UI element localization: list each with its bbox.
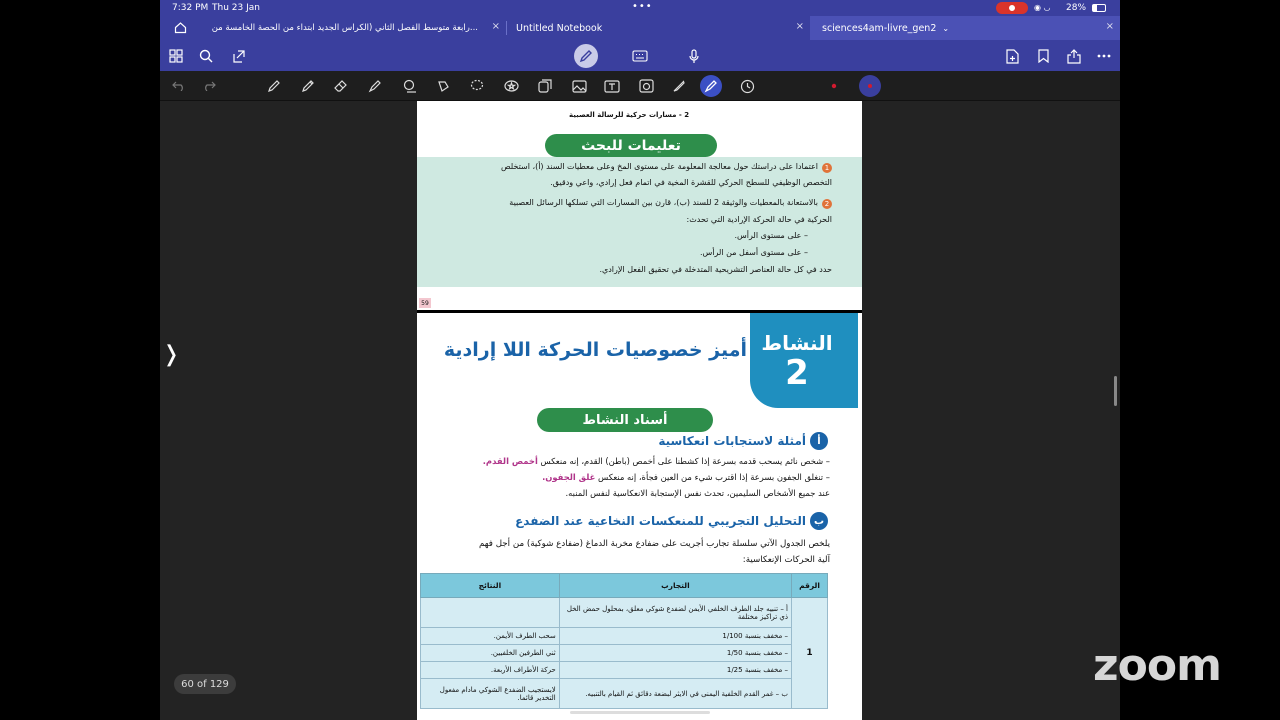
eraser-icon[interactable] xyxy=(332,77,350,95)
document-viewer[interactable] xyxy=(417,101,862,720)
text-line: التخصص الوظيفي للسطح الحركي للقشرة المخية في اتمام فعل إرادي، واعي ودقيق. xyxy=(550,178,832,187)
clock-icon[interactable] xyxy=(738,77,756,95)
table-cell: ثني الطرفين الخلفيين. xyxy=(421,645,560,662)
text-span: – شخص نائم يسحب قدمه بسرعة إذا كشطنا على أخمص (باطن) القدم، إنه منعكس xyxy=(540,456,830,466)
camera-icon[interactable] xyxy=(637,77,655,95)
tab-notebook-1[interactable] xyxy=(200,16,506,40)
wifi-icon: ◉ ◡ xyxy=(1034,3,1051,12)
tab-label: Untitled Notebook xyxy=(516,22,603,34)
close-icon[interactable]: × xyxy=(491,21,500,32)
activity-label: النشاط xyxy=(761,331,833,355)
text-span: – تنغلق الجفون بسرعة إذا اقترب شيء من العين فجأة، إنه منعكس xyxy=(598,472,830,482)
table-cell: – مخفف بنسبة 1/25 xyxy=(559,662,791,679)
text-line: يلخص الجدول الآتي سلسلة تجارب أجريت على ضفادع مخربة الدماغ (ضفادع شوكية) من أجل فهم xyxy=(479,539,830,549)
column-header: الرقم xyxy=(792,574,828,598)
shapes-icon[interactable] xyxy=(400,77,418,95)
screen-record-indicator[interactable] xyxy=(996,2,1028,14)
text-line: – على مستوى الرأس. xyxy=(734,231,808,240)
pen-mode-icon[interactable] xyxy=(574,44,598,68)
lasso-icon[interactable] xyxy=(434,77,452,95)
text-line xyxy=(483,456,830,466)
tab-untitled-notebook[interactable] xyxy=(506,16,810,40)
status-time: 7:32 PM xyxy=(172,3,209,13)
status-bar xyxy=(160,0,1120,16)
chevron-down-icon[interactable]: ⌄ xyxy=(942,23,950,33)
table-cell: حركة الأطراف الأربعة. xyxy=(421,662,560,679)
sticker-icon[interactable] xyxy=(502,77,520,95)
laser-pointer-icon[interactable] xyxy=(670,77,688,95)
status-date: Thu 23 Jan xyxy=(212,3,260,13)
more-icon[interactable] xyxy=(1094,46,1114,66)
table-header-row xyxy=(421,574,828,598)
scrollbar[interactable] xyxy=(1114,376,1117,406)
table-row xyxy=(421,628,828,645)
page-title: أميز خصوصيات الحركة اللا إرادية xyxy=(443,339,747,361)
section-badge-a: أ xyxy=(810,432,828,450)
text-box-icon[interactable] xyxy=(603,77,621,95)
table-row xyxy=(421,645,828,662)
page-counter: 60 of 129 xyxy=(174,674,236,694)
table-row xyxy=(421,679,828,709)
subsection-title: التحليل التجريبي للمنعكسات النخاعية عند الضفدع xyxy=(515,514,806,528)
drawing-toolbar xyxy=(160,71,1120,101)
home-icon[interactable] xyxy=(174,21,187,37)
text-line: حدد في كل حالة العناصر التشريحية المتدخلة في تحقيق الفعل الإرادي. xyxy=(599,265,832,274)
red-color-swatch[interactable] xyxy=(825,77,843,95)
instructions-box xyxy=(417,157,862,287)
keyboard-icon[interactable] xyxy=(630,46,650,66)
tab-label: رابعة متوسط الفصل الثاني (الكراس الجديد ابتداء من الحصة الخامسة من... xyxy=(211,23,478,33)
element-icon[interactable] xyxy=(536,77,554,95)
text-line: عند جميع الأشخاص السليمين، تحدث نفس الإستجابة الانعكاسية لنفس المنبه. xyxy=(565,488,830,498)
sidebar-toggle-chevron-icon[interactable]: ❭ xyxy=(162,342,181,367)
page-heading-line: 2 - مسارات حركية للرسالة العصبية xyxy=(569,111,690,119)
item-number-badge: 1 xyxy=(822,163,832,173)
text-line: آلية الحركات الإنعكاسية: xyxy=(742,555,830,565)
battery-icon xyxy=(1092,4,1106,12)
section-badge-b: ب xyxy=(810,512,828,530)
page-number: 59 xyxy=(419,298,431,308)
bookmark-icon[interactable] xyxy=(1033,46,1053,66)
activity-number: 2 xyxy=(785,353,809,393)
table-cell: لايستجيب الضفدع الشوكي مادام مفعول التخدير قائما. xyxy=(421,679,560,709)
highlighter-icon[interactable] xyxy=(366,77,384,95)
item-number-badge: 2 xyxy=(822,199,832,209)
experiments-table xyxy=(420,573,828,709)
table-cell xyxy=(421,598,560,628)
search-icon[interactable] xyxy=(196,46,216,66)
tab-sciences4am[interactable] xyxy=(810,16,1120,40)
text-line: الحركية في حالة الحركة الإرادية التي تحدث: xyxy=(686,215,832,224)
table-cell: سحب الطرف الأيمن. xyxy=(421,628,560,645)
multitask-dots[interactable]: ••• xyxy=(632,1,653,12)
share-icon[interactable] xyxy=(228,46,248,66)
text-line: بالاستعانة بالمعطيات والوثيقة 2 للسند (ب)، قارن بين المسارات التي تسلكها الرسائل العصبية xyxy=(509,198,818,207)
table-cell: – مخفف بنسبة 1/50 xyxy=(559,645,791,662)
row-number: 1 xyxy=(792,598,828,709)
image-icon[interactable] xyxy=(570,77,588,95)
document-page-59 xyxy=(417,101,862,310)
column-header: التجارب xyxy=(559,574,791,598)
redo-icon[interactable] xyxy=(200,77,218,95)
home-indicator[interactable] xyxy=(570,711,710,714)
table-cell: ب – غمر القدم الخلفية اليمنى في الايثر لبضعة دقائق ثم القيام بالتنبيه. xyxy=(559,679,791,709)
highlighted-term: غلق الجفون. xyxy=(542,472,596,482)
tab-bar xyxy=(160,16,1120,40)
tab-label: sciences4am-livre_gen2 xyxy=(822,22,937,34)
lasso-select-icon[interactable] xyxy=(468,77,486,95)
add-page-icon[interactable] xyxy=(1002,46,1022,66)
section-header: تعليمات للبحث xyxy=(545,134,717,157)
selected-pen-icon[interactable] xyxy=(700,75,722,97)
ipad-screen xyxy=(160,0,1120,720)
close-icon[interactable]: × xyxy=(795,21,804,32)
zoom-logo: zoom xyxy=(1093,640,1221,691)
export-icon[interactable] xyxy=(1064,46,1084,66)
column-header: النتائج xyxy=(421,574,560,598)
text-line: اعتمادا على دراستك حول معالجة المعلومة على مستوى المخ وعلى معطيات السند (أ)، استخلص xyxy=(501,162,818,171)
section-header: أسناد النشاط xyxy=(537,408,713,432)
table-cell: أ – تنبيه جلد الطرف الخلفي الأيمن لضفدع شوكي معلق، بمحلول حمض الخل ذي تراكيز مختلفة xyxy=(559,598,791,628)
subsection-title: أمثلة لاستجابات انعكاسية xyxy=(658,434,806,448)
grid-icon[interactable] xyxy=(166,46,186,66)
table-row xyxy=(421,598,828,628)
color-picker[interactable] xyxy=(859,75,881,97)
highlighted-term: أخمص القدم. xyxy=(482,456,538,466)
top-toolbar xyxy=(160,40,1120,71)
document-page-60 xyxy=(417,313,862,720)
pencil-icon[interactable] xyxy=(299,77,317,95)
text-line: – على مستوى أسفل من الرأس. xyxy=(699,248,808,257)
undo-icon[interactable] xyxy=(170,77,188,95)
table-cell: – مخفف بنسبة 1/100 xyxy=(559,628,791,645)
text-line xyxy=(542,472,830,482)
close-icon[interactable]: × xyxy=(1105,21,1114,32)
table-row xyxy=(421,662,828,679)
pen-icon[interactable] xyxy=(265,77,283,95)
mic-icon[interactable] xyxy=(684,46,704,66)
battery-percent: 28% xyxy=(1066,3,1087,13)
